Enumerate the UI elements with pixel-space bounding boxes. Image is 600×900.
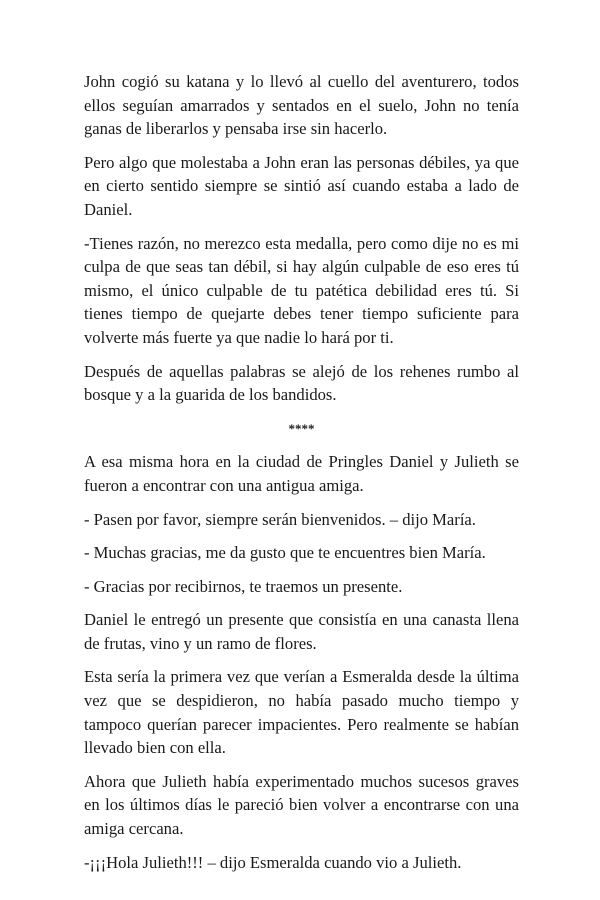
paragraph-3: -Tienes razón, no merezco esta medalla, pero como dije no es mi culpa de que seas tan débil, si hay algún culpable de eso eres tú mismo, el único culpable de tu patética debilidad eres tú. Si tienes tiempo de quejarte debes tener tiempo suficiente para volverte más fuerte ya que nadie lo hará por ti. [84,233,519,347]
paragraph-7: Esta sería la primera vez que verían a Esmeralda desde la última vez que se despidieron, no había pasado mucho tiempo y tampoco querían parecer impacientes. Pero realmente se habían llevado bien con ella. [84,667,519,758]
paragraph-1: John cogió su katana y lo llevó al cuello del aventurero, todos ellos seguían amarrados y sentados en el suelo, John no tenía ganas de liberarlos y pensaba irse sin hacerlo. [84,72,519,139]
dialogue-line-3: - Gracias por recibirnos, te traemos un presente. [84,576,403,596]
paragraph-6: Daniel le entregó un presente que consistía en una canasta llena de frutas, vino y un ramo de flores. [84,610,519,653]
paragraph-8: Ahora que Julieth había experimentado muchos sucesos graves en los últimos días le pareció bien volver a encontrarse con una amiga cercana. [84,771,519,839]
paragraph-4: Después de aquellas palabras se alejó de los rehenes rumbo al bosque y a la guarida de los bandidos. [84,361,519,405]
scene-separator: **** [288,420,315,436]
book-page [84,70,519,884]
dialogue-line-2: - Muchas gracias, me da gusto que te encuentres bien María. [84,543,486,563]
dialogue-line-1: - Pasen por favor, siempre serán bienvenidos. – dijo María. [84,509,476,529]
dialogue-line-4: -¡¡¡Hola Julieth!!! – dijo Esmeralda cuando vio a Julieth. [84,852,462,872]
paragraph-2: Pero algo que molestaba a John eran las personas débiles, ya que en cierto sentido siempre se sintió así cuando estaba a lado de Daniel. [84,152,519,219]
paragraph-5: A esa misma hora en la ciudad de Pringles Daniel y Julieth se fueron a encontrar con una antigua amiga. [84,452,519,495]
